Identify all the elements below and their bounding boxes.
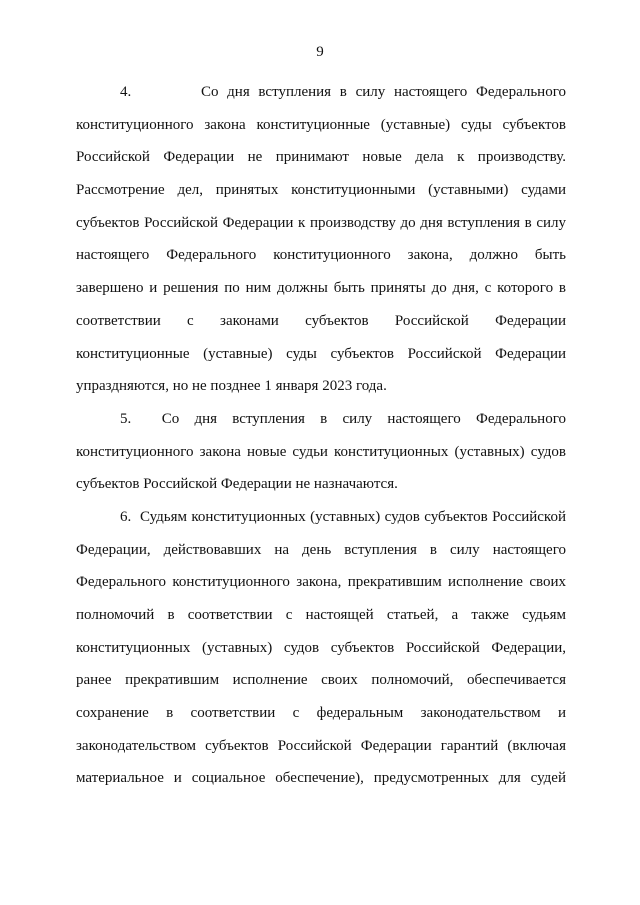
- text-line: ранее прекратившим исполнение своих полномочий, обеспечивается: [76, 672, 566, 689]
- text-line: Российской Федерации не принимают новые дела к производству.: [76, 149, 566, 166]
- text-line: конституционных (уставных) судов субъектов Российской Федерации,: [76, 639, 566, 656]
- text-line: 4. Со дня вступления в силу настоящего Федерального: [120, 84, 566, 100]
- text-line: 5. Со дня вступления в силу настоящего Федерального: [120, 410, 566, 427]
- paragraph-5: [76, 403, 566, 501]
- text-line: настоящего Федерального конституционного закона, должно быть: [76, 247, 566, 264]
- text-line: завершено и решения по ним должны быть приняты до дня, с которого в: [76, 280, 566, 297]
- text-line: субъектов Российской Федерации к производству до дня вступления в силу: [76, 214, 566, 231]
- text-line: материальное и социальное обеспечение), предусмотренных для судей: [76, 770, 566, 787]
- page-number: 9: [316, 44, 324, 60]
- text-line: соответствии с законами субъектов Российской Федерации: [76, 312, 566, 329]
- text-line: законодательством субъектов Российской Федерации гарантий (включая: [76, 737, 566, 754]
- text-line: сохранение в соответствии с федеральным законодательством и: [76, 705, 566, 722]
- text-line: Федерации, действовавших на день вступления в силу настоящего: [76, 541, 566, 558]
- text-line: Федерального конституционного закона, прекратившим исполнение своих: [76, 574, 566, 591]
- text-line: субъектов Российской Федерации не назначаются.: [76, 476, 398, 493]
- text-line: конституционные (уставные) суды субъектов Российской Федерации: [76, 345, 566, 362]
- paragraph-6: [76, 501, 566, 795]
- text-line: Рассмотрение дел, принятых конституционными (уставными) судами: [76, 182, 566, 199]
- document-body: [76, 76, 566, 795]
- paragraph-4: [76, 76, 566, 403]
- text-line: 6. Судьям конституционных (уставных) судов субъектов Российской: [120, 508, 566, 525]
- text-line: конституционного закона новые судьи конституционных (уставных) судов: [76, 443, 566, 460]
- text-line: полномочий в соответствии с настоящей статьей, а также судьям: [76, 607, 566, 623]
- text-line: конституционного закона конституционные (уставные) суды субъектов: [76, 116, 566, 133]
- text-line: упраздняются, но не позднее 1 января 2023 года.: [76, 378, 387, 395]
